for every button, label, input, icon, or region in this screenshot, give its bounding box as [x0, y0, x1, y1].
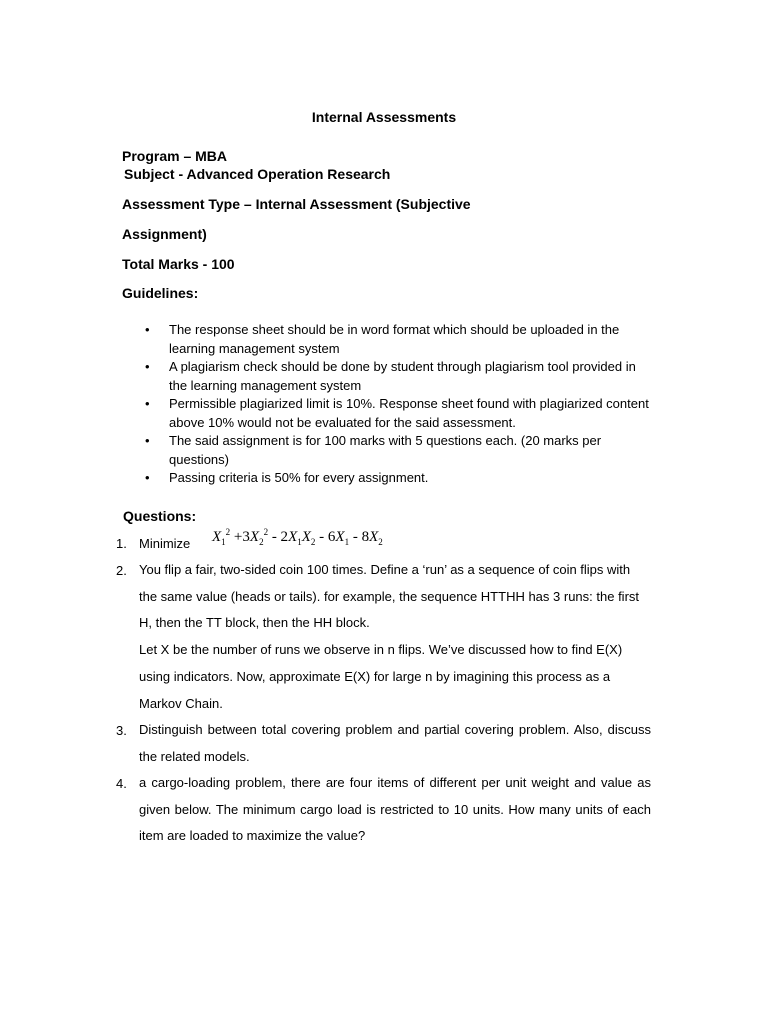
question-text: Distinguish between total covering problem and partial covering problem. Also, discuss the related models. [139, 722, 651, 764]
question-number: 4. [116, 776, 127, 791]
guideline-text: The response sheet should be in word format which should be uploaded in the learning management system [169, 322, 620, 356]
questions-heading: Questions: [123, 508, 197, 524]
total-marks-line: Total Marks - 100 [122, 256, 235, 272]
question-number: 3. [116, 723, 127, 738]
guideline-text: The said assignment is for 100 marks with 5 questions each. (20 marks per questions) [169, 433, 602, 467]
bullet-icon: • [145, 359, 150, 374]
bullet-icon: • [145, 322, 150, 337]
guideline-text: Permissible plagiarized limit is 10%. Response sheet found with plagiarized content above 10% would not be evaluated for the said assessment. [169, 396, 649, 430]
guideline-item [142, 469, 652, 488]
bullet-icon: • [145, 433, 150, 448]
assessment-type-line1: Assessment Type – Internal Assessment (Subjective [122, 196, 471, 212]
guideline-item [142, 432, 652, 469]
guideline-item [142, 321, 652, 358]
guideline-item [142, 395, 652, 432]
question-text: You flip a fair, two-sided coin 100 times. Define a ‘run’ as a sequence of coin flips with the same value (heads or tails). for example, the sequence HTTHH has 3 runs: the first H, then the TT block, then the HH block. Let X be the number of runs we observe in n flips. We’ve discussed how to find E(X) using indicators. Now, approximate E(X) for large n by imagining this process as a Markov Chain. [139, 562, 640, 711]
question-number: 2. [116, 563, 127, 578]
guideline-text: A plagiarism check should be done by student through plagiarism tool provided in the learning management system [169, 359, 636, 393]
document-title: Internal Assessments [311, 109, 457, 125]
bullet-icon: • [145, 396, 150, 411]
bullet-icon: • [145, 470, 150, 485]
guidelines-list [142, 321, 652, 488]
guideline-text: Passing criteria is 50% for every assignment. [169, 470, 429, 485]
guidelines-heading: Guidelines: [122, 285, 199, 301]
question-text: Minimize [139, 536, 191, 551]
subject-line: Subject - Advanced Operation Research [124, 166, 391, 182]
objective-formula: $X_1^2 +3X_2^2 - 2X_1X_2 - 6X_1 - 8X_2$ [212, 527, 383, 547]
guideline-item [142, 358, 652, 395]
question-number: 1. [116, 536, 127, 551]
program-line: Program – MBA [122, 148, 228, 164]
assessment-type-line2: Assignment) [122, 226, 207, 242]
question-text: a cargo-loading problem, there are four items of different per unit weight and value as given below. The minimum cargo load is restricted to 10 units. How many units of each item are loaded to maximize the value? [139, 775, 651, 844]
